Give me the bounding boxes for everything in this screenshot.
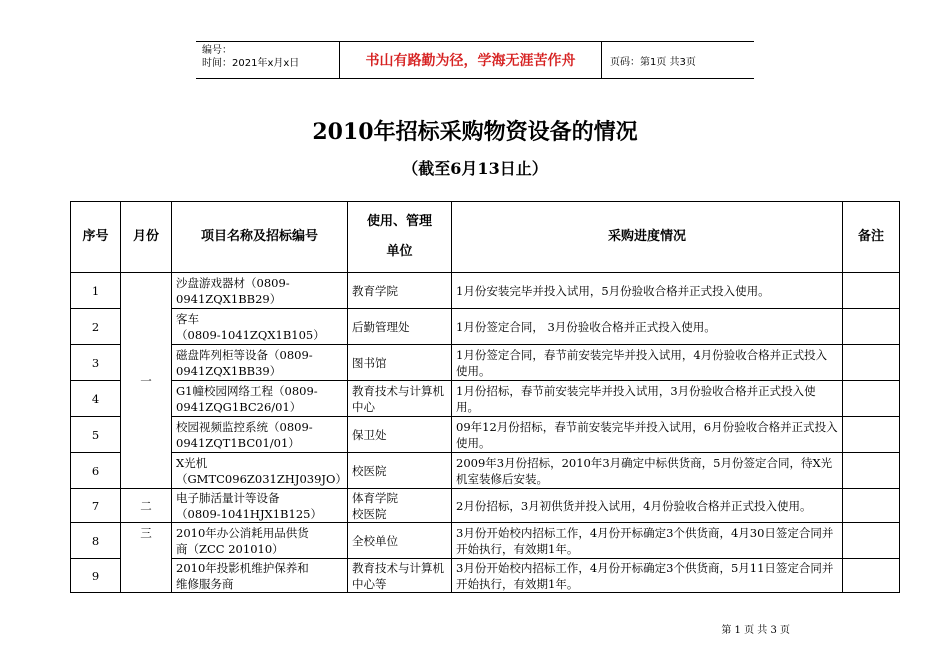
header-project: 项目名称及招标编号 [172,202,348,273]
row-month: 三 [121,523,172,593]
row-note [843,381,900,417]
row-project [172,523,348,559]
row-progress: 1月份签定合同， 3月份验收合格并正式投入使用。 [452,309,843,345]
row-unit: 教育技术与计算机中心 [348,381,452,417]
project-name-line2: （0809-1041HJX1B125） [176,506,322,521]
row-month: 一 [121,273,172,489]
row-note [843,273,900,309]
row-seq: 6 [71,453,121,489]
time-label: 时间：2021年x月x日 [202,58,300,69]
table-row [71,417,900,453]
row-note [843,489,900,523]
header-unit-line2: 单位 [386,244,413,259]
table-row [71,309,900,345]
header-progress: 采购进度情况 [452,202,843,273]
project-name-line1: 2010年投影机维护保养和 [176,560,309,575]
document-header [196,41,754,79]
row-unit: 教育技术与计算机中心等 [348,559,452,593]
project-name-line2: （GMTC096Z031ZHJ039JO） [176,471,347,486]
project-name-line2: 0941ZQT1BC01/01） [176,435,300,450]
row-seq: 1 [71,273,121,309]
project-name-line1: 校园视频监控系统（0809- [176,419,313,434]
row-progress: 09年12月份招标，春节前安装完毕并投入试用，6月份验收合格并正式投入使用。 [452,417,843,453]
row-seq: 7 [71,489,121,523]
row-seq: 4 [71,381,121,417]
row-note [843,523,900,559]
row-month: 二 [121,489,172,523]
row-progress: 1月份签定合同，春节前安装完毕并投入试用，4月份验收合格并正式投入使用。 [452,345,843,381]
page-label: 页码：第1页 共3页 [610,56,696,68]
row-note [843,417,900,453]
row-progress: 2月份招标，3月初供货并投入试用，4月份验收合格并正式投入使用。 [452,489,843,523]
project-name-line1: 磁盘阵列柜等设备（0809- [176,347,313,362]
row-progress: 3月份开始校内招标工作，4月份开标确定3个供货商，4月30日签定合同并开始执行，有效期1年。 [452,523,843,559]
table-header-row [71,202,900,273]
row-note [843,345,900,381]
row-progress: 3月份开始校内招标工作，4月份开标确定3个供货商，5月11日签定合同并开始执行，有效期1年。 [452,559,843,593]
table-row [71,345,900,381]
project-name-line1: G1幢校园网络工程（0809- [176,383,318,398]
table-row [71,453,900,489]
row-seq: 9 [71,559,121,593]
row-project [172,559,348,593]
page-title: 2010年招标采购物资设备的情况 [312,119,638,145]
table-row [71,523,900,559]
row-progress: 2009年3月份招标，2010年3月确定中标供货商，5月份签定合同，待X光机室装修后安装。 [452,453,843,489]
header-seq: 序号 [71,202,121,273]
row-seq: 5 [71,417,121,453]
project-name-line1: 沙盘游戏器材（0809- [176,275,290,290]
row-project [172,273,348,309]
project-name-line1: 电子肺活量计等设备 [176,490,280,505]
project-name-line2: 0941ZQG1BC26/01） [176,399,302,414]
header-note: 备注 [843,202,900,273]
row-unit: 后勤管理处 [348,309,452,345]
project-name-line2: 0941ZQX1BB39） [176,363,282,378]
row-project [172,489,348,523]
project-name-line2: （0809-1041ZQX1B105） [176,327,325,342]
header-meta [196,42,340,78]
row-progress: 1月份招标，春节前安装完毕并投入试用，3月份验收合格并正式投入使用。 [452,381,843,417]
table-row [71,273,900,309]
row-unit: 保卫处 [348,417,452,453]
row-unit: 图书馆 [348,345,452,381]
row-seq: 3 [71,345,121,381]
table-row [71,489,900,523]
row-note [843,309,900,345]
table-row [71,559,900,593]
header-unit-line1: 使用、管理 [366,214,432,229]
procurement-table [70,201,900,593]
project-name-line2: 维修服务商 [176,576,234,591]
row-project [172,417,348,453]
row-seq: 8 [71,523,121,559]
row-progress: 1月份安装完毕并投入试用，5月份验收合格并正式投入使用。 [452,273,843,309]
table-row [71,381,900,417]
project-name-line1: X光机 [176,455,208,470]
header-month: 月份 [121,202,172,273]
row-note [843,559,900,593]
row-seq: 2 [71,309,121,345]
row-unit: 全校单位 [348,523,452,559]
row-project [172,345,348,381]
header-unit [348,202,452,273]
page-subtitle: （截至6月13日止） [402,159,548,178]
header-motto: 书山有路勤为径，学海无涯苦作舟 [340,42,602,78]
project-name-line2: 商（ZCC 201010） [176,541,284,556]
project-name-line1: 2010年办公消耗用品供货 [176,525,309,540]
row-unit: 体育学院 校医院 [348,489,452,523]
project-name-line2: 0941ZQX1BB29） [176,291,282,306]
row-unit: 教育学院 [348,273,452,309]
project-name-line1: 客车 [176,311,199,326]
row-note [843,453,900,489]
page-footer: 第 1 页 共 3 页 [721,625,790,636]
row-project [172,309,348,345]
row-project [172,453,348,489]
row-project [172,381,348,417]
row-unit: 校医院 [348,453,452,489]
number-label: 编号： [202,45,232,56]
